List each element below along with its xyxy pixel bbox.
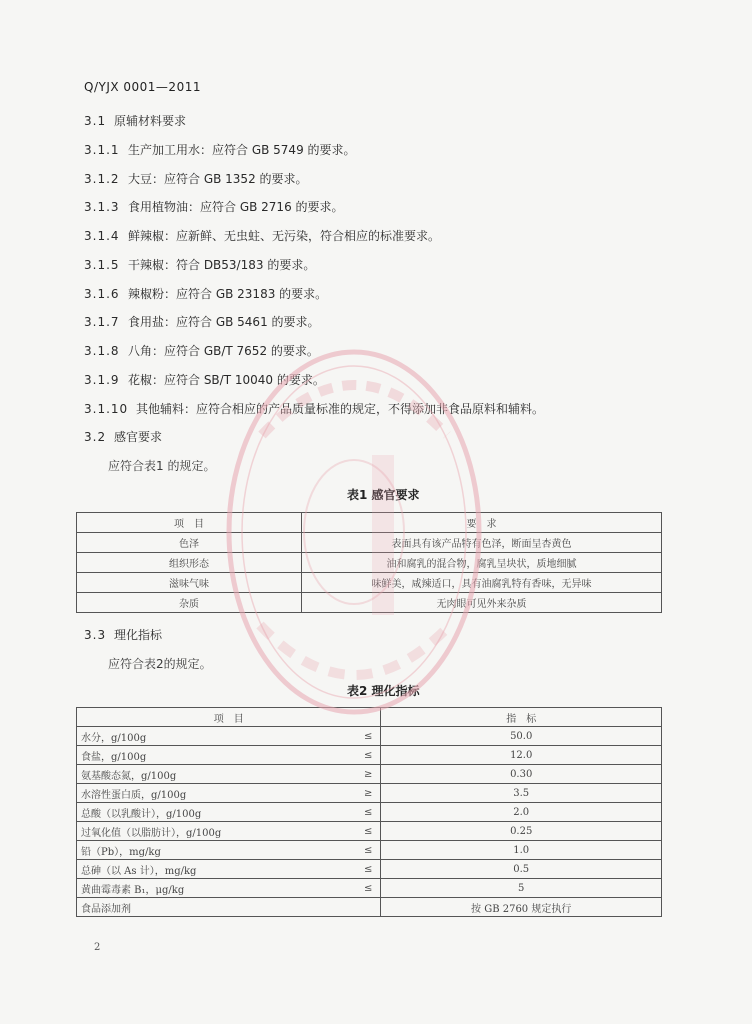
table-cell-sign: ≤ (360, 727, 381, 746)
table-cell: 水分，g/100g (77, 727, 361, 746)
table-row (77, 803, 662, 822)
table-cell-sign: ≥ (360, 765, 381, 784)
table1-caption: 表1 感官要求 (347, 488, 420, 502)
clause-number: 3.1.6 (84, 287, 120, 301)
table-cell-sign: ≤ (360, 860, 381, 879)
table-cell: 油和腐乳的混合物，腐乳呈块状，质地细腻 (302, 553, 662, 573)
clause-number: 3.1.4 (84, 229, 120, 243)
table-cell: 按 GB 2760 规定执行 (381, 898, 662, 917)
table-cell: 3.5 (381, 784, 662, 803)
clause-text: 干辣椒：符合 DB53/183 的要求。 (128, 258, 316, 272)
table-row (77, 765, 662, 784)
section-physchem-heading (84, 626, 162, 643)
table-cell: 组织形态 (77, 553, 302, 573)
clause-number: 3.1.3 (84, 200, 120, 214)
table-row (77, 533, 662, 553)
sensory-table (76, 512, 662, 613)
table-cell: 总砷（以 As 计），mg/kg (77, 860, 361, 879)
table-cell-sign: ≤ (360, 841, 381, 860)
table-cell: 杂质 (77, 593, 302, 613)
table-cell: 1.0 (381, 841, 662, 860)
sensory-paragraph: 应符合表1 的规定。 (108, 459, 216, 473)
table-header-cell: 要 求 (302, 513, 662, 533)
table-cell: 食盐，g/100g (77, 746, 361, 765)
table-cell: 过氧化值（以脂肪计），g/100g (77, 822, 361, 841)
clause-3-1-3 (84, 198, 344, 215)
table-cell: 表面具有该产品特有色泽，断面呈杏黄色 (302, 533, 662, 553)
clause-3-1-8 (84, 342, 319, 359)
table-row (77, 860, 662, 879)
table-row (77, 898, 662, 917)
table-header-row (77, 708, 662, 727)
table-row (77, 573, 662, 593)
table-cell: 氨基酸态氮，g/100g (77, 765, 361, 784)
table-cell: 铅（Pb），mg/kg (77, 841, 361, 860)
table-row (77, 822, 662, 841)
table-cell: 0.25 (381, 822, 662, 841)
clause-text: 八角：应符合 GB/T 7652 的要求。 (128, 344, 319, 358)
clause-3-1 (84, 112, 186, 129)
table-row (77, 593, 662, 613)
table-cell: 50.0 (381, 727, 662, 746)
clause-text: 鲜辣椒：应新鲜、无虫蛀、无污染，符合相应的标准要求。 (128, 229, 441, 243)
clause-number: 3.1.5 (84, 258, 120, 272)
page-number: 2 (94, 942, 101, 953)
table-cell: 5 (381, 879, 662, 898)
clause-text: 辣椒粉：应符合 GB 23183 的要求。 (128, 287, 328, 301)
clause-text: 花椒：应符合 SB/T 10040 的要求。 (128, 373, 325, 387)
table-cell: 无肉眼可见外来杂质 (302, 593, 662, 613)
clause-text: 生产加工用水：应符合 GB 5749 的要求。 (128, 143, 356, 157)
table-header-cell: 项 目 (77, 708, 381, 727)
physchem-paragraph: 应符合表2的规定。 (108, 657, 212, 671)
table-cell: 水溶性蛋白质，g/100g (77, 784, 361, 803)
clause-3-1-10 (84, 400, 544, 417)
clause-3-1-9 (84, 371, 325, 388)
clause-3-1-6 (84, 285, 327, 302)
table-cell: 0.30 (381, 765, 662, 784)
table-row (77, 746, 662, 765)
clause-text: 其他辅料：应符合相应的产品质量标准的规定，不得添加非食品原料和辅料。 (136, 402, 545, 416)
clause-number: 3.1 (84, 114, 107, 128)
clause-number: 3.1.1 (84, 143, 120, 157)
table-header-row (77, 513, 662, 533)
table-cell-sign: ≤ (360, 746, 381, 765)
clause-3-1-5 (84, 256, 315, 273)
clause-3-1-7 (84, 313, 320, 330)
clause-text: 大豆：应符合 GB 1352 的要求。 (128, 172, 308, 186)
table-cell: 黄曲霉毒素 B₁，μg/kg (77, 879, 361, 898)
table-cell-sign: ≤ (360, 803, 381, 822)
table-header-cell: 指 标 (381, 708, 662, 727)
clause-3-1-1 (84, 141, 356, 158)
document-code: Q/YJX 0001—2011 (84, 80, 201, 94)
clause-number: 3.1.7 (84, 315, 120, 329)
table-row (77, 784, 662, 803)
table-cell-sign: ≤ (360, 879, 381, 898)
table-cell-sign: ≤ (360, 822, 381, 841)
clause-text: 食用盐：应符合 GB 5461 的要求。 (128, 315, 320, 329)
section-title: 理化指标 (114, 628, 163, 642)
physchem-table (76, 707, 662, 917)
table-cell: 0.5 (381, 860, 662, 879)
clause-number: 3.1.10 (84, 402, 129, 416)
clause-number: 3.1.2 (84, 172, 120, 186)
clause-number: 3.1.9 (84, 373, 120, 387)
table-cell: 总酸（以乳酸计），g/100g (77, 803, 361, 822)
table-cell: 色泽 (77, 533, 302, 553)
table-header-cell: 项 目 (77, 513, 302, 533)
clause-3-1-4 (84, 227, 440, 244)
table-cell: 2.0 (381, 803, 662, 822)
clause-text: 食用植物油：应符合 GB 2716 的要求。 (128, 200, 344, 214)
table-row (77, 553, 662, 573)
section-number: 3.3 (84, 628, 107, 642)
table-cell: 食品添加剂 (77, 898, 381, 917)
section-title: 感官要求 (114, 430, 163, 444)
table-row (77, 879, 662, 898)
table-cell: 12.0 (381, 746, 662, 765)
clause-number: 3.1.8 (84, 344, 120, 358)
clause-3-1-2 (84, 170, 308, 187)
table2-caption: 表2 理化指标 (347, 684, 420, 698)
table-cell-sign: ≥ (360, 784, 381, 803)
clause-text: 原辅材料要求 (114, 114, 187, 128)
section-sensory-heading (84, 428, 162, 445)
table-cell: 味鲜美，咸辣适口，具有油腐乳特有香味，无异味 (302, 573, 662, 593)
section-number: 3.2 (84, 430, 107, 444)
table-row (77, 841, 662, 860)
table-cell: 滋味气味 (77, 573, 302, 593)
table-row (77, 727, 662, 746)
